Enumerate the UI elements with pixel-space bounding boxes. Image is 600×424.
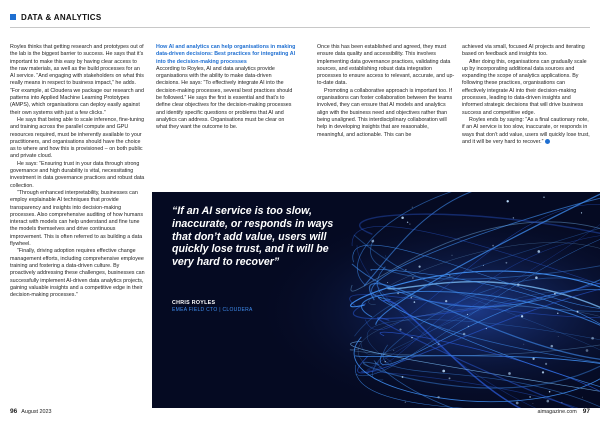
light-particle bbox=[463, 333, 466, 336]
light-particle bbox=[532, 358, 534, 360]
article-column-3 bbox=[317, 44, 455, 139]
paragraph: According to Royles, AI and data analytics provide organisations with the ability to make data-driven decisions. He says: “To effectively integrate AI into the decision-making processes, several best practices should be followed.” He says the first is essential and that’s to define clear objectives for the decision-making processes and identify specific questions or problems that AI and analytics can address. Organisations must be clear on what they want the outcome to be. bbox=[156, 65, 293, 131]
paragraph bbox=[462, 117, 590, 146]
light-particle bbox=[532, 403, 533, 404]
light-particle bbox=[438, 343, 440, 345]
subheading: How AI and analytics can help organisations in making data-driven decisions: Best practices for integrating AI into the decision-making processes bbox=[156, 44, 296, 65]
header-divider bbox=[10, 27, 590, 28]
article-column-4 bbox=[462, 44, 590, 146]
light-particle bbox=[537, 250, 540, 253]
section-title: DATA & ANALYTICS bbox=[21, 12, 102, 22]
light-particle bbox=[507, 200, 509, 202]
light-particle bbox=[591, 337, 594, 340]
light-particle bbox=[467, 314, 468, 315]
light-particle bbox=[393, 350, 394, 351]
light-particle bbox=[399, 329, 401, 331]
light-particle bbox=[561, 402, 562, 403]
page-number-left: 96 bbox=[10, 408, 18, 415]
paragraph: He says that being able to scale inference, fine-tuning and training across the parallel compute and GPU resources required, must be inherently available to your practitioners, and organisations should have the choice as to where and how this is provisioned – on both public and private cloud. bbox=[10, 116, 145, 160]
light-particle bbox=[402, 376, 404, 378]
light-particle bbox=[442, 370, 445, 373]
light-particle bbox=[437, 396, 439, 398]
light-particle bbox=[529, 396, 530, 397]
paragraph: Once this has been established and agreed, they must ensure data quality and accessibility. This involves implementing data governance practices, validating data sources, and establishing robust data integration processes to ensure access to relevant, accurate, and up-to-date data. bbox=[317, 44, 455, 87]
light-particle bbox=[401, 217, 404, 220]
light-particle bbox=[586, 349, 589, 352]
light-particle bbox=[409, 224, 410, 225]
light-particle bbox=[551, 345, 554, 348]
light-particle bbox=[486, 328, 487, 329]
light-particle bbox=[505, 262, 507, 264]
light-particle bbox=[414, 301, 416, 303]
light-particle bbox=[387, 282, 388, 283]
light-particle bbox=[557, 313, 558, 314]
article-column-2 bbox=[156, 44, 296, 132]
light-particle bbox=[581, 212, 582, 213]
light-particle bbox=[411, 337, 412, 338]
page-number-right: 97 bbox=[582, 408, 590, 415]
light-particle bbox=[371, 240, 374, 243]
footer-left bbox=[10, 408, 52, 415]
site-url: aimagazine.com bbox=[537, 409, 577, 415]
light-particle bbox=[492, 245, 494, 247]
light-particle bbox=[407, 222, 408, 223]
light-particle bbox=[513, 217, 514, 218]
paragraph: He says: “Ensuring trust in your data through strong governance and high durability is vital, necessitating investment in data governance practices and robust data collection. bbox=[10, 160, 145, 189]
paragraph: After doing this, organisations can gradually scale up by incorporating additional data sources and expanding the scope of analytics applications. By following these practices, organisations can effectively integrate AI into their decision-making processes, leading to data-driven insights and informed strategic decisions that will drive business success and competitive edge. bbox=[462, 58, 587, 116]
article-end-icon bbox=[545, 139, 550, 144]
light-particle bbox=[449, 275, 450, 276]
quote-author-role: EMEA FIELD CTO | CLOUDERA bbox=[172, 307, 253, 313]
light-particle bbox=[521, 315, 523, 317]
light-particle bbox=[523, 344, 524, 345]
light-particle bbox=[385, 361, 386, 362]
light-particle bbox=[542, 371, 544, 373]
light-particle bbox=[405, 269, 406, 270]
issue-date: August 2023 bbox=[21, 409, 52, 415]
light-particle bbox=[517, 283, 520, 286]
light-particle bbox=[547, 400, 550, 403]
light-particle bbox=[412, 207, 413, 208]
paragraph: “Finally, driving adoption requires effective change management efforts, including comprehensive employee training and fostering a data-driven culture. By proactively addressing these challenges, businesses can successfully implement AI-driven data analytics projects, gaining valuable insights and a competitive edge in their decision-making processes.” bbox=[10, 248, 145, 299]
footer-right bbox=[538, 408, 591, 415]
light-particle bbox=[543, 197, 544, 198]
light-particle bbox=[554, 293, 556, 295]
light-particle bbox=[582, 397, 583, 398]
light-particle bbox=[419, 266, 421, 268]
paragraph: “Through enhanced interpretability, businesses can employ explainable AI techniques that provide transparency and insights into decision-making processes. Also comprehensive auditing of how humans interact with models can help understand and fine tune the models themselves and drive continuous improvement. This is often referred to as building a data flywheel. bbox=[10, 189, 144, 248]
light-particle bbox=[558, 336, 559, 337]
light-particle bbox=[397, 293, 399, 295]
light-particle bbox=[445, 300, 447, 302]
light-particle bbox=[545, 363, 547, 365]
closing-quote-text: Royles ends by saying: “As a final cautionary note, if an AI service is too slow, inaccurate, or responds in ways that don’t add value, users will quickly lose trust, and it will be very hard to recover.” bbox=[462, 116, 590, 145]
paragraph: Promoting a collaborative approach is important too. If organisations can foster collaboration between the teams involved, they can ensure that AI models and analytics align with the business need and objectives rather than being unaligned. This interdisciplinary collaboration will help in developing insights that are reasonable, meaningful, and actionable. This can be bbox=[317, 87, 453, 138]
paragraph: achieved via small, focused AI projects and iterating based on feedback and insights too. bbox=[462, 44, 585, 58]
light-particle bbox=[516, 402, 519, 405]
section-header bbox=[10, 10, 102, 24]
light-particle bbox=[549, 391, 551, 393]
light-particle bbox=[405, 402, 406, 403]
light-particle bbox=[577, 311, 579, 313]
light-particle bbox=[535, 276, 538, 279]
article-column-1 bbox=[10, 44, 145, 299]
light-particle bbox=[449, 377, 451, 379]
paragraph: Royles thinks that getting research and prototypes out of the lab is the biggest barrier to success. He says that it’s important to make this easy by having clear access to the raw materials, as well as the build processes for an AI service. “And engaging with stakeholders on what this really means in respect to business impact,” he adds. “For example, at Cloudera we package our research and patterns into Applied Machine Learning Prototypes (AMPS), which organisations can deploy easily against their own systems with just a few clicks.” bbox=[10, 44, 144, 116]
light-particle bbox=[468, 326, 469, 327]
light-particle bbox=[451, 255, 452, 256]
pull-quote: “If an AI service is too slow, inaccurate, or responds in ways that don’t add value, users will quickly lose trust, and it will be very hard to recover” bbox=[172, 205, 334, 269]
light-particle bbox=[375, 363, 376, 364]
light-particle bbox=[412, 277, 413, 278]
section-marker-icon bbox=[10, 14, 16, 20]
light-particle bbox=[410, 297, 412, 299]
light-particle bbox=[483, 265, 484, 266]
quote-author-name: CHRIS ROYLES bbox=[172, 300, 216, 306]
light-particle bbox=[508, 372, 511, 375]
